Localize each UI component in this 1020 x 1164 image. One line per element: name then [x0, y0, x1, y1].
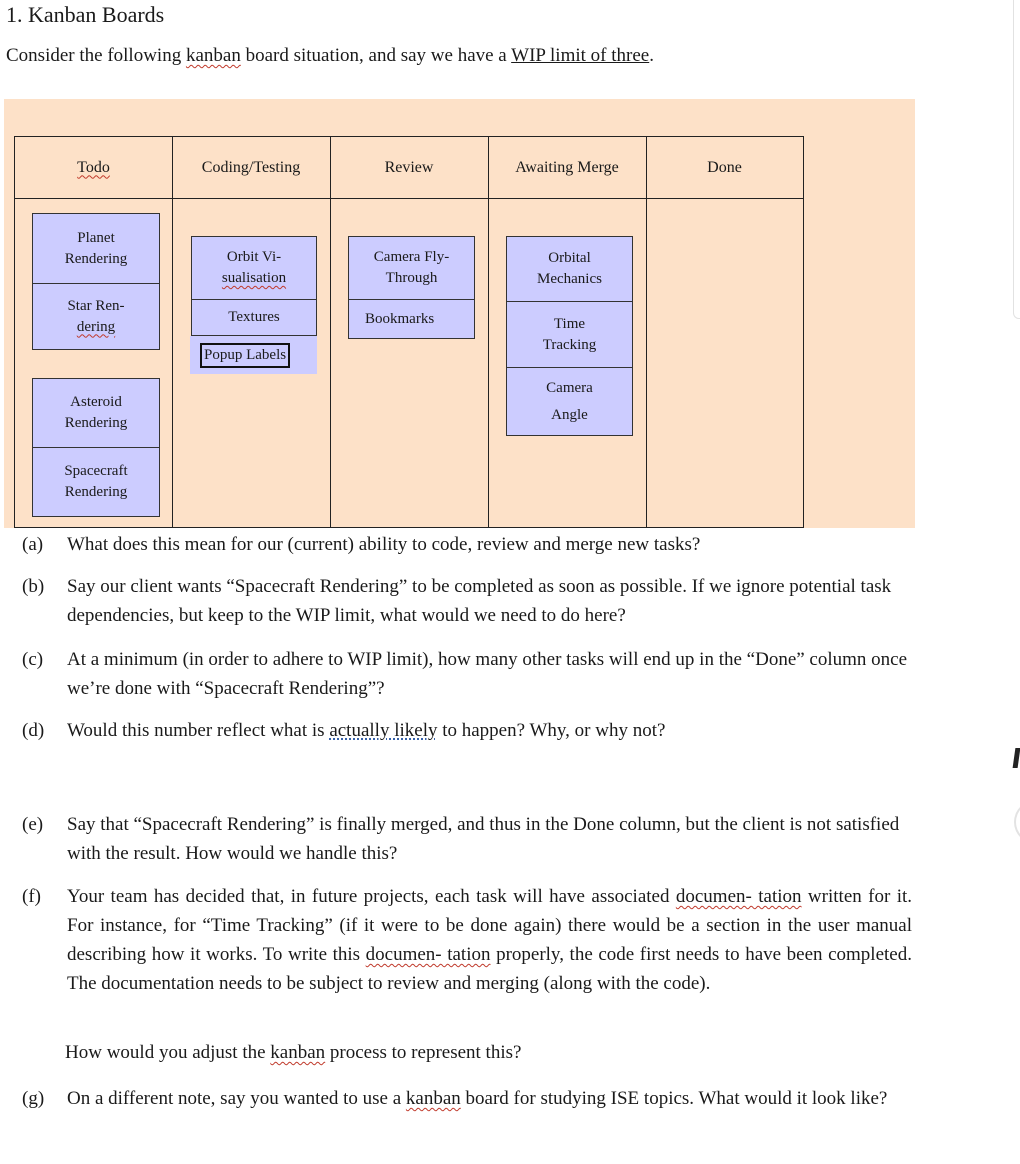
- card-line: dering: [76, 318, 116, 335]
- card-line: Orbit Vi-: [226, 249, 282, 265]
- side-panel-edge[interactable]: [1013, 0, 1020, 319]
- card-line: Camera Fly-: [373, 249, 450, 265]
- card-line: Mechanics: [537, 271, 602, 287]
- card-popup-labels[interactable]: Popup Labels: [200, 343, 290, 368]
- intro-text-3: .: [649, 45, 654, 66]
- question-d: [22, 716, 912, 745]
- column-header-todo: [15, 137, 172, 198]
- card-line: Camera: [546, 379, 593, 396]
- kanban-word: kanban: [270, 1042, 326, 1063]
- kanban-board: [14, 136, 804, 528]
- card-textures[interactable]: [191, 299, 317, 336]
- question-text: At a minimum (in order to adhere to WIP limit), how many other tasks will end up in the “Done” column once we’re done with “Spacecraft Rendering”?: [67, 649, 908, 699]
- question-text-part: Would this number reflect what is: [67, 720, 330, 741]
- question-text: What does this mean for our (current) ability to code, review and merge new tasks?: [67, 534, 701, 555]
- card-line: Through: [385, 270, 438, 286]
- card-planet-rendering[interactable]: [32, 213, 160, 284]
- card-line: Star Ren-: [67, 297, 125, 314]
- question-text-part: written for it. For instance, for “Time Tracking” (if it were to be done again) there would be a section in the user manual describing how it works. To write this: [67, 886, 913, 965]
- intro-text-1: Consider the following: [6, 45, 186, 66]
- card-line: Rendering: [64, 484, 128, 500]
- card-asteroid-rendering[interactable]: [32, 378, 160, 448]
- question-label: (g): [22, 1088, 45, 1109]
- question-text-part: to happen? Why, or why not?: [437, 720, 666, 741]
- cursor-mark-icon: [1013, 748, 1020, 768]
- card-line: Tracking: [542, 336, 597, 353]
- question-label: (a): [22, 534, 44, 555]
- card-spacecraft-rendering[interactable]: [32, 447, 160, 517]
- card-line: sualisation: [221, 270, 287, 286]
- spell-flagged-text: documen- tation: [365, 944, 491, 965]
- section-title: 1. Kanban Boards: [6, 2, 165, 27]
- question-a: [22, 530, 912, 559]
- question-text-part: process to represent this?: [325, 1042, 522, 1063]
- card-bookmarks[interactable]: [348, 299, 475, 339]
- column-header-awaiting-merge: Awaiting Merge: [515, 158, 619, 176]
- question-text: [67, 882, 912, 998]
- card-line: Rendering: [64, 250, 128, 267]
- intro-text-2: board situation, and say we have a: [240, 45, 512, 66]
- card-line: Bookmarks: [365, 310, 435, 327]
- kanban-word: kanban: [185, 45, 241, 66]
- card-line: Rendering: [64, 415, 128, 431]
- question-f: [22, 882, 912, 998]
- card-line: Asteroid: [70, 394, 122, 410]
- question-f-followup: [65, 1042, 521, 1064]
- card-line: Angle: [551, 406, 588, 423]
- grammar-flagged-text: actually likely: [329, 720, 438, 741]
- card-time-tracking[interactable]: [506, 301, 633, 368]
- card-line: Orbital: [548, 250, 591, 266]
- question-text-part: board for studying ISE topics. What would it look like?: [460, 1088, 888, 1109]
- question-text: Say our client wants “Spacecraft Rendering” to be completed as soon as possible. If we ignore potential task dependencies, but keep to the WIP limit, what would we need to do here?: [67, 576, 892, 626]
- question-label: (c): [22, 649, 44, 670]
- question-text-part: On a different note, say you wanted to use a: [67, 1088, 406, 1109]
- question-label: (f): [22, 886, 41, 907]
- question-c: [22, 645, 912, 703]
- card-camera-fly-through[interactable]: [348, 236, 475, 300]
- card-line: Textures: [228, 309, 280, 325]
- column-header-coding: Coding/Testing: [201, 158, 301, 176]
- question-text-part: How would you adjust the: [65, 1042, 271, 1063]
- card-line: Time: [553, 315, 586, 332]
- column-header-review: Review: [384, 158, 434, 176]
- question-text: [67, 716, 912, 745]
- question-label: (b): [22, 576, 45, 597]
- question-label: (e): [22, 814, 44, 835]
- wip-limit-text: WIP limit of three: [511, 45, 650, 66]
- kanban-word: kanban: [405, 1088, 461, 1109]
- column-header-todo-label: Todo: [77, 158, 110, 176]
- question-text: Say that “Spacecraft Rendering” is finally merged, and thus in the Done column, but the client is not satisfied with the result. How would we handle this?: [67, 814, 900, 864]
- question-text-part: properly, the code first needs to have been completed. The documentation needs to be subject to review and merging (along with the code).: [67, 944, 912, 994]
- question-g: [22, 1084, 912, 1113]
- header-divider: [15, 198, 803, 199]
- question-e: [22, 810, 912, 868]
- card-camera-angle[interactable]: [506, 367, 633, 436]
- question-label: (d): [22, 720, 45, 741]
- column-header-done: Done: [707, 158, 742, 176]
- question-text: [67, 1084, 912, 1113]
- card-orbital-mechanics[interactable]: [506, 236, 633, 302]
- question-text-part: Your team has decided that, in future projects, each task will have associated: [67, 886, 676, 907]
- card-star-rendering[interactable]: [32, 283, 160, 350]
- card-line: Planet: [77, 229, 115, 246]
- floating-button-edge[interactable]: [1014, 800, 1020, 844]
- card-line: Spacecraft: [64, 463, 128, 479]
- spell-flagged-text: documen- tation: [675, 886, 802, 907]
- question-b: [22, 572, 912, 630]
- intro-paragraph: [6, 45, 654, 67]
- card-orbit-visualisation[interactable]: [191, 236, 317, 300]
